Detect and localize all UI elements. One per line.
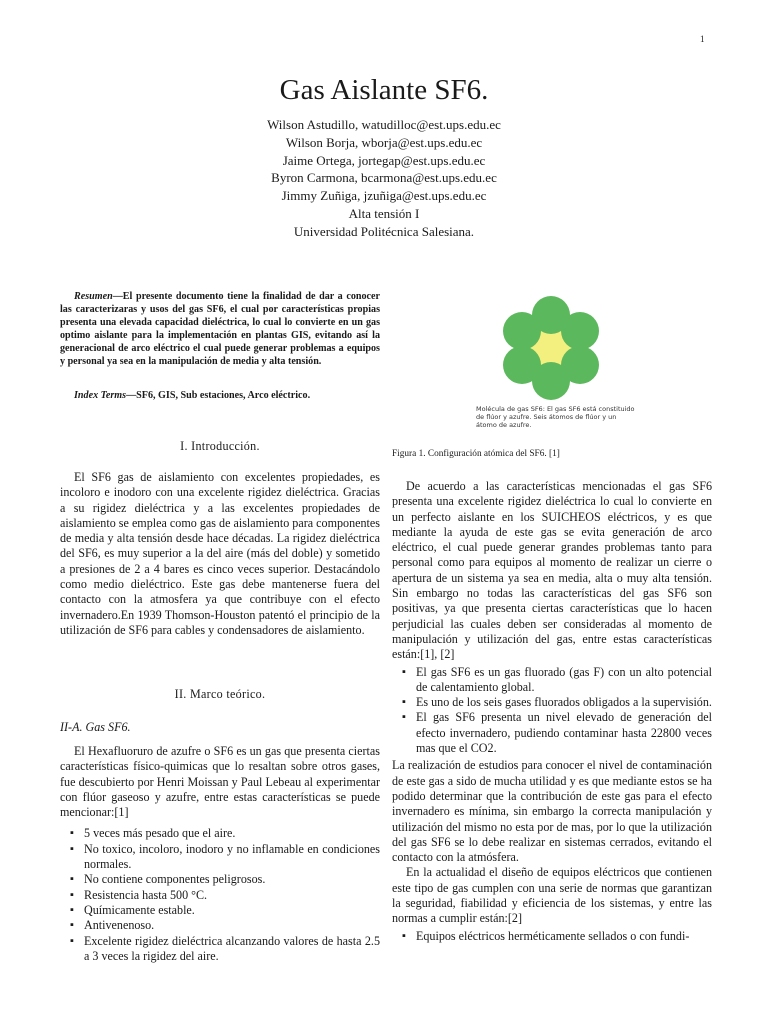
author-line: Byron Carmona, bcarmona@est.ups.edu.ec — [271, 170, 497, 186]
right-column-body — [392, 479, 712, 944]
index-terms-text: —SF6, GIS, Sub estaciones, Arco eléctrico. — [126, 390, 311, 401]
body-paragraph: En la actualidad el diseño de equipos eléctricos que contienen este tipo de gas cumplen con una serie de normas que garantizan la seguridad, fiabilidad y eficiencia de los sistemas, y entre las normas a cumplir están:[2] — [392, 865, 712, 926]
body-paragraph: La realización de estudios para conocer el nivel de contaminación de este gas a sido de mucha utilidad y es que mediante estos se ha podido determinar que la contribución de este gas para el efecto invernadero es mínima, sin embargo la correcta manipulación y utilización del mismo no esta por de mas, por lo que la utilización del gas SF6 se lo debe realizar en sistemas cerrados, evitando el contacto con la atmósfera. — [392, 758, 712, 865]
gas-sf6-paragraph: El Hexafluoruro de azufre o SF6 es un gas que presenta ciertas características físico-quimicas que lo resaltan sobre otros gases, fue descubierto por Henri Moissan y Paul Lebeau al experimentar con flúor gaseoso y azufre, entre estas características se puede mencionar:[1] — [60, 744, 380, 820]
introduction-body — [60, 470, 380, 638]
list-item: ▪ Excelente rigidez dieléctrica alcanzando valores de hasta 2.5 a 3 veces la rigidez del aire. — [60, 934, 380, 965]
list-item: ▪ 5 veces más pesado que el aire. — [60, 826, 380, 841]
figure-caption: Figura 1. Configuración atómica del SF6. [1] — [392, 449, 560, 459]
author-line: Jimmy Zuñiga, jzuñiga@est.ups.edu.ec — [281, 188, 487, 204]
list-item: ▪ No contiene componentes peligrosos. — [60, 872, 380, 887]
list-item: ▪ Químicamente estable. — [60, 903, 380, 918]
figure-image-caption: Molécula de gas SF6: El gas SF6 está constituido de flúor y azufre. Seis átomos de flúor y un átomo de azufre. — [476, 405, 635, 429]
gas-sf6-body — [60, 744, 380, 964]
list-item: ▪ Antivenenoso. — [60, 918, 380, 933]
author-line: Jaime Ortega, jortegap@est.ups.edu.ec — [282, 152, 486, 168]
course-name: Alta tensión I — [348, 205, 420, 221]
sf6-molecule-diagram — [476, 288, 626, 408]
negative-characteristics-list — [392, 665, 712, 757]
introduction-paragraph: El SF6 gas de aislamiento con excelentes propiedades, es incoloro e inodoro con una excelente rigidez dieléctrica. Gracias a su rigidez dieléctrica y a las excelentes propiedades de aislamiento se emplea como gas de aislamiento para componentes de media y alta tensión desde hace décadas. La rigidez dieléctrica del SF6, es muy superior a la del aire (más del doble) y sometido a presiones de 2 a 4 bares es cinco veces superior. Destacándolo como medio dieléctrico. Este gas debe mantenerse fuera del contacto con la atmosfera ya que contribuye con el efecto invernadero.En 1939 Thomson-Houston patentó el principio de la utilización de SF6 para cables y condensadores de aislamiento. — [60, 470, 380, 637]
list-item: ▪ El gas SF6 presenta un nivel elevado de generación del efecto invernadero, pudiendo contaminar hasta 22800 veces mas que el CO2. — [392, 710, 712, 756]
section-heading-introduction: I. Introducción. — [180, 439, 260, 453]
list-item: ▪ Es uno de los seis gases fluorados obligados a la supervisión. — [392, 695, 712, 710]
fluorine-atom — [503, 312, 541, 350]
fluorine-atom — [561, 312, 599, 350]
properties-list — [60, 826, 380, 964]
list-item: ▪ El gas SF6 es un gas fluorado (gas F) con un alto potencial de calentamiento global. — [392, 665, 712, 696]
page-number: 1 — [700, 34, 705, 44]
index-terms-lead: Index Terms — [74, 390, 127, 401]
index-terms — [60, 389, 380, 402]
list-item: ▪ No toxico, incoloro, inodoro y no inflamable en condiciones normales. — [60, 842, 380, 873]
body-paragraph: De acuerdo a las características mencionadas el gas SF6 presenta una excelente rigidez dieléctrica lo cual lo convierte en un perfecto aislante en los SUICHEOS eléctricos, y es que mediante la ayuda de este gas se evita generación de arco eléctrico, el cual puede generar grandes problemas tanto para personal como para equipos al momento de realizar un cierre o apertura de un sistema ya sea en media, alta o muy alta tensión. Sin embargo no todas las características del gas SF6 son positivas, ya que presenta ciertas características que lo hacen perjudicial las cuales deben ser consideradas al momento de manipulación y utilización del gas, entre estas características están:[1], [2] — [392, 479, 712, 662]
standards-list — [392, 929, 712, 944]
abstract-text: —El presente documento tiene la finalidad de dar a conocer las caracterizaras y usos del gas SF6, el cual por características propias presenta una elevada capacidad dieléctrica, lo cual lo convierte en un gas optimo aislante para la implementación en plantas GIS, evitando así la generacional de arco eléctrico el cual puede generar problemas a equipos y personal ya sea en la manipulación de media y alta tensión. — [60, 291, 380, 368]
abstract — [60, 290, 380, 369]
abstract-lead: Resumen — [74, 291, 113, 302]
author-line: Wilson Astudillo, watudilloc@est.ups.edu.ec — [267, 117, 501, 132]
author-line: Wilson Borja, wborja@est.ups.edu.ec — [285, 134, 483, 150]
paper-title: Gas Aislante SF6. — [279, 74, 489, 106]
section-heading-marco-teorico: II. Marco teórico. — [174, 687, 266, 701]
university-name: Universidad Politécnica Salesiana. — [293, 223, 475, 239]
author-block — [0, 116, 768, 241]
list-item: ▪ Resistencia hasta 500 °C. — [60, 888, 380, 903]
subsection-heading-gas-sf6: II-A. Gas SF6. — [60, 720, 131, 734]
list-item: ▪ Equipos eléctricos herméticamente sellados o con fundi- — [392, 929, 712, 944]
fluorine-atom — [503, 346, 541, 384]
